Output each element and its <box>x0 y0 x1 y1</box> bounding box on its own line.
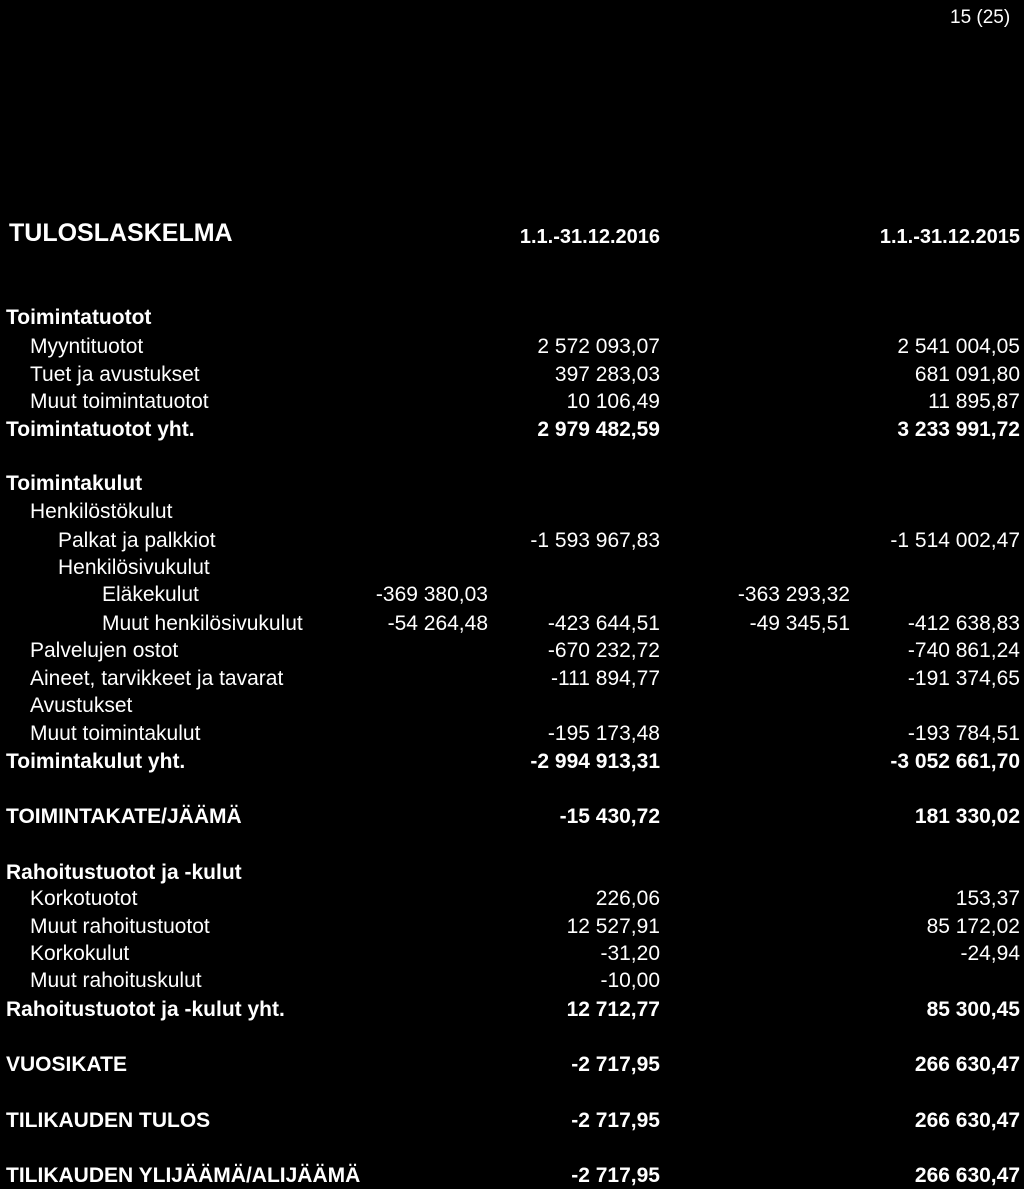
row-value-prev: 11 895,87 <box>928 390 1020 413</box>
row-value-sub-prev: -363 293,32 <box>737 583 850 606</box>
row-value-prev: 266 630,47 <box>914 1164 1020 1187</box>
row-value-prev: 85 172,02 <box>926 915 1020 938</box>
row-label: Toimintakulut <box>6 472 143 495</box>
row-value-prev: -740 861,24 <box>907 639 1020 662</box>
row-label: Toimintakulut yht. <box>6 750 186 773</box>
row-label: Henkilösivukulut <box>58 556 210 579</box>
row-label: Henkilöstökulut <box>30 500 173 523</box>
row-label: Aineet, tarvikkeet ja tavarat <box>30 667 284 690</box>
row-label: Palvelujen ostot <box>30 639 179 662</box>
row-value-prev: 3 233 991,72 <box>897 418 1020 441</box>
period-current-header: 1.1.-31.12.2016 <box>519 226 660 248</box>
row-value-sub-cur: -54 264,48 <box>387 612 488 635</box>
row-value-cur: -10,00 <box>600 969 660 992</box>
row-value-prev: 2 541 004,05 <box>897 335 1020 358</box>
period-previous-header: 1.1.-31.12.2015 <box>879 226 1020 248</box>
row-label: TOIMINTAKATE/JÄÄMÄ <box>6 805 242 828</box>
row-value-prev: -24,94 <box>960 942 1020 965</box>
row-label: Toimintatuotot <box>6 306 152 329</box>
row-value-cur: -423 644,51 <box>547 612 660 635</box>
row-value-cur: 2 572 093,07 <box>537 335 660 358</box>
row-value-cur: -15 430,72 <box>559 805 660 828</box>
row-label: TILIKAUDEN TULOS <box>6 1109 211 1132</box>
row-value-prev: 85 300,45 <box>926 998 1020 1021</box>
row-label: Korkokulut <box>30 942 130 965</box>
row-value-prev: -191 374,65 <box>907 667 1020 690</box>
row-value-cur: -2 717,95 <box>571 1109 660 1132</box>
row-label: Rahoitustuotot ja -kulut <box>6 861 242 884</box>
row-value-cur: 226,06 <box>595 887 660 910</box>
statement-title: TULOSLASKELMA <box>9 219 233 247</box>
row-value-sub-cur: -369 380,03 <box>375 583 488 606</box>
row-value-prev: -412 638,83 <box>907 612 1020 635</box>
row-value-prev: -1 514 002,47 <box>890 529 1020 552</box>
row-value-prev: -3 052 661,70 <box>890 750 1020 773</box>
row-value-prev: -193 784,51 <box>907 722 1020 745</box>
row-value-cur: -111 894,77 <box>551 667 660 690</box>
row-value-prev: 266 630,47 <box>914 1053 1020 1076</box>
row-value-sub-prev: -49 345,51 <box>749 612 850 635</box>
page-number: 15 (25) <box>950 7 1011 28</box>
row-label: TILIKAUDEN YLIJÄÄMÄ/ALIJÄÄMÄ <box>6 1164 361 1187</box>
row-label: Muut rahoituskulut <box>30 969 202 992</box>
row-value-cur: 12 527,91 <box>566 915 660 938</box>
row-label: Muut toimintakulut <box>30 722 201 745</box>
row-label: Muut toimintatuotot <box>30 390 209 413</box>
row-value-cur: 10 106,49 <box>566 390 660 413</box>
row-value-prev: 181 330,02 <box>914 805 1020 828</box>
row-value-cur: -31,20 <box>600 942 660 965</box>
row-value-cur: 397 283,03 <box>554 363 660 386</box>
row-value-cur: -2 717,95 <box>571 1164 660 1187</box>
row-value-cur: 12 712,77 <box>566 998 660 1021</box>
row-label: Avustukset <box>30 694 133 717</box>
row-label: Korkotuotot <box>30 887 138 910</box>
row-value-cur: -670 232,72 <box>547 639 660 662</box>
row-label: Palkat ja palkkiot <box>58 529 216 552</box>
row-label: Myyntituotot <box>30 335 144 358</box>
row-label: Muut rahoitustuotot <box>30 915 210 938</box>
row-label: Muut henkilösivukulut <box>102 612 303 635</box>
row-value-cur: -2 717,95 <box>571 1053 660 1076</box>
row-label: Tuet ja avustukset <box>30 363 200 386</box>
row-value-prev: 681 091,80 <box>914 363 1020 386</box>
row-value-prev: 266 630,47 <box>914 1109 1020 1132</box>
row-value-prev: 153,37 <box>955 887 1020 910</box>
row-value-cur: -2 994 913,31 <box>530 750 660 773</box>
row-label: Rahoitustuotot ja -kulut yht. <box>6 998 285 1021</box>
row-value-cur: 2 979 482,59 <box>537 418 660 441</box>
row-label: VUOSIKATE <box>6 1053 127 1076</box>
row-label: Eläkekulut <box>102 583 199 606</box>
row-value-cur: -1 593 967,83 <box>530 529 660 552</box>
row-value-cur: -195 173,48 <box>547 722 660 745</box>
row-label: Toimintatuotot yht. <box>6 418 195 441</box>
